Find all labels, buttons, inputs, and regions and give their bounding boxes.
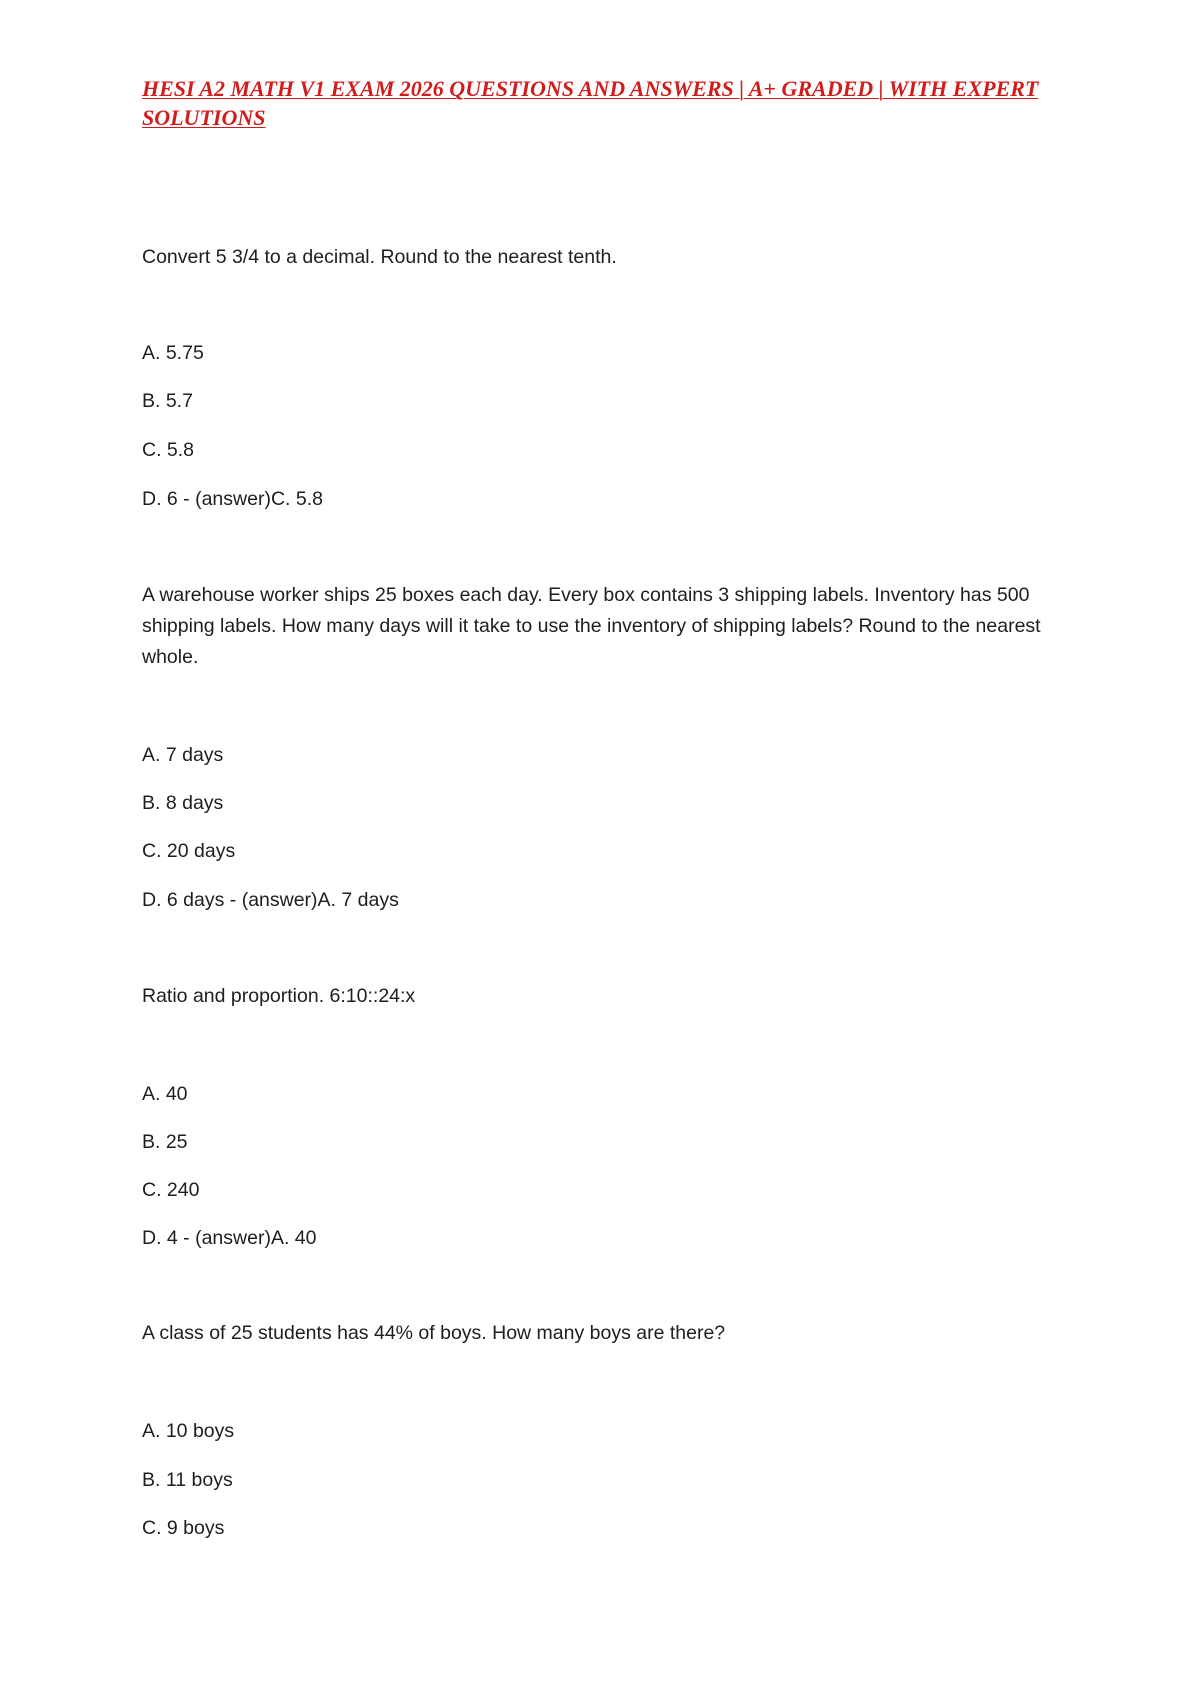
question-1-option-c: C. 5.8: [142, 439, 195, 461]
question-4-option-c: C. 9 boys: [142, 1517, 225, 1539]
question-1-option-d-answer: D. 6 - (answer)C. 5.8: [142, 488, 323, 510]
question-2-option-d-answer: D. 6 days - (answer)A. 7 days: [142, 889, 399, 911]
document-title: HESI A2 MATH V1 EXAM 2026 QUESTIONS AND ANSWERS | A+ GRADED | WITH EXPERT SOLUTIONS: [142, 76, 1039, 130]
question-2-option-a: A. 7 days: [142, 744, 224, 766]
question-1-option-b: B. 5.7: [142, 390, 193, 412]
question-3-option-d-answer: D. 4 - (answer)A. 40: [142, 1227, 317, 1249]
question-3-text: Ratio and proportion. 6:10::24:x: [142, 985, 416, 1007]
question-1-text: Convert 5 3/4 to a decimal. Round to the nearest tenth.: [142, 246, 617, 268]
question-2-option-b: B. 8 days: [142, 792, 224, 814]
question-2-option-c: C. 20 days: [142, 840, 236, 862]
question-3-option-c: C. 240: [142, 1179, 200, 1201]
question-1-option-a: A. 5.75: [142, 342, 204, 364]
question-4-text: A class of 25 students has 44% of boys. How many boys are there?: [142, 1322, 726, 1344]
question-4-option-b: B. 11 boys: [142, 1469, 233, 1491]
question-3-option-a: A. 40: [142, 1083, 188, 1105]
question-4-option-a: A. 10 boys: [142, 1420, 235, 1442]
question-2-text: A warehouse worker ships 25 boxes each day. Every box contains 3 shipping labels. Inventory has 500 shipping labels. How many days will it take to use the inventory of shipping labels? Round to the nearest whole.: [142, 584, 1041, 668]
question-3-option-b: B. 25: [142, 1131, 188, 1153]
